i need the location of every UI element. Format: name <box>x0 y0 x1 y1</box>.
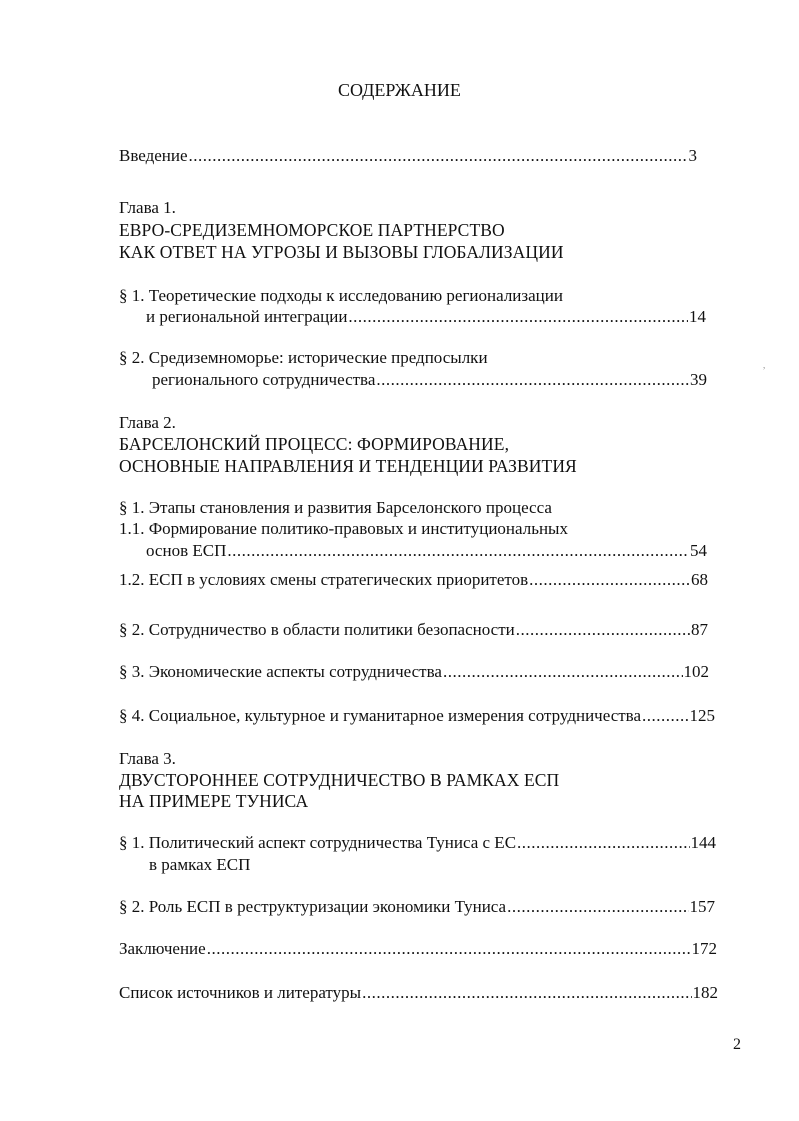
chapter-2-heading-line1: БАРСЕЛОНСКИЙ ПРОЦЕСС: ФОРМИРОВАНИЕ, <box>119 434 510 454</box>
toc-page-number: 14 <box>689 307 706 326</box>
toc-entry-ch2-sec3[interactable] <box>119 661 709 683</box>
chapter-1-heading-line2: КАК ОТВЕТ НА УГРОЗЫ И ВЫЗОВЫ ГЛОБАЛИЗАЦИИ <box>119 242 564 262</box>
toc-entry-ch2-sec2[interactable] <box>119 619 708 641</box>
leader-dots <box>189 145 688 167</box>
ch2-sec1-title: § 1. Этапы становления и развития Барселонского процесса <box>119 498 552 517</box>
ch1-sec2-line1: § 2. Средиземноморье: исторические предпосылки <box>119 348 488 367</box>
toc-entry-label: § 2. Роль ЕСП в реструктуризации экономики Туниса <box>119 897 507 916</box>
page-title: СОДЕРЖАНИЕ <box>338 80 461 100</box>
toc-page-number: 68 <box>691 570 708 589</box>
leader-dots <box>227 540 689 562</box>
leader-dots <box>516 619 690 641</box>
leader-dots <box>362 982 691 1004</box>
toc-page-number: 102 <box>683 662 709 681</box>
toc-entry-label: Введение <box>119 146 188 165</box>
page-number: 2 <box>733 1036 741 1053</box>
ch2-sub1-line1: 1.1. Формирование политико-правовых и институциональных <box>119 519 568 538</box>
leader-dots <box>443 661 683 683</box>
toc-entry-ch3-sec1[interactable] <box>119 832 716 854</box>
toc-entry-label: § 3. Экономические аспекты сотрудничества <box>119 662 442 681</box>
toc-entry-label: § 2. Сотрудничество в области политики безопасности <box>119 620 515 639</box>
leader-dots <box>376 369 689 391</box>
toc-entry-label: Заключение <box>119 939 206 958</box>
leader-dots <box>207 938 691 960</box>
toc-entry-label: Список источников и литературы <box>119 983 362 1002</box>
toc-page-number: 172 <box>691 939 717 958</box>
toc-entry-ch1-sec1[interactable] <box>146 306 706 328</box>
toc-entry-label: регионального сотрудничества <box>152 370 376 389</box>
toc-page-number: 3 <box>688 146 697 165</box>
chapter-1-label: Глава 1. <box>119 198 176 217</box>
toc-entry-label: § 4. Социальное, культурное и гуманитарное измерения сотрудничества <box>119 706 642 725</box>
leader-dots <box>348 306 688 328</box>
toc-page-number: 39 <box>690 370 707 389</box>
toc-entry-conclusion[interactable] <box>119 938 717 960</box>
toc-entry-ch2-sec4[interactable] <box>119 705 715 727</box>
chapter-2-heading-line2: ОСНОВНЫЕ НАПРАВЛЕНИЯ И ТЕНДЕНЦИИ РАЗВИТИЯ <box>119 456 577 476</box>
toc-entry-label: основ ЕСП <box>146 541 227 560</box>
chapter-2-label: Глава 2. <box>119 413 176 432</box>
toc-entry-ch3-sec2[interactable] <box>119 896 715 918</box>
toc-page-number: 54 <box>690 541 707 560</box>
toc-page-number: 125 <box>689 706 715 725</box>
toc-page-number: 157 <box>689 897 715 916</box>
toc-page-number: 144 <box>690 833 716 852</box>
toc-entry-label: § 1. Политический аспект сотрудничества Туниса с ЕС <box>119 833 517 852</box>
chapter-3-heading-line2: НА ПРИМЕРЕ ТУНИСА <box>119 791 309 811</box>
leader-dots <box>507 896 688 918</box>
ch1-sec1-line1: § 1. Теоретические подходы к исследованию регионализации <box>119 286 563 305</box>
leader-dots <box>642 705 688 727</box>
toc-entry-intro[interactable] <box>119 145 697 167</box>
scan-mark: , <box>763 360 766 370</box>
toc-entry-ch2-sub2[interactable] <box>119 569 708 591</box>
leader-dots <box>529 569 690 591</box>
ch3-sec1-line2: в рамках ЕСП <box>149 855 251 874</box>
toc-entry-label: 1.2. ЕСП в условиях смены стратегических приоритетов <box>119 570 529 589</box>
toc-entry-ch1-sec2[interactable] <box>152 369 707 391</box>
toc-entry-label: и региональной интеграции <box>146 307 348 326</box>
leader-dots <box>517 832 689 854</box>
toc-entry-bibliography[interactable] <box>119 982 718 1004</box>
toc-entry-ch2-sub1[interactable] <box>146 540 707 562</box>
chapter-3-label: Глава 3. <box>119 749 176 768</box>
toc-page-number: 182 <box>692 983 718 1002</box>
chapter-3-heading-line1: ДВУСТОРОННЕЕ СОТРУДНИЧЕСТВО В РАМКАХ ЕСП <box>119 770 560 790</box>
toc-page-number: 87 <box>691 620 708 639</box>
chapter-1-heading-line1: ЕВРО-СРЕДИЗЕМНОМОРСКОЕ ПАРТНЕРСТВО <box>119 220 505 240</box>
